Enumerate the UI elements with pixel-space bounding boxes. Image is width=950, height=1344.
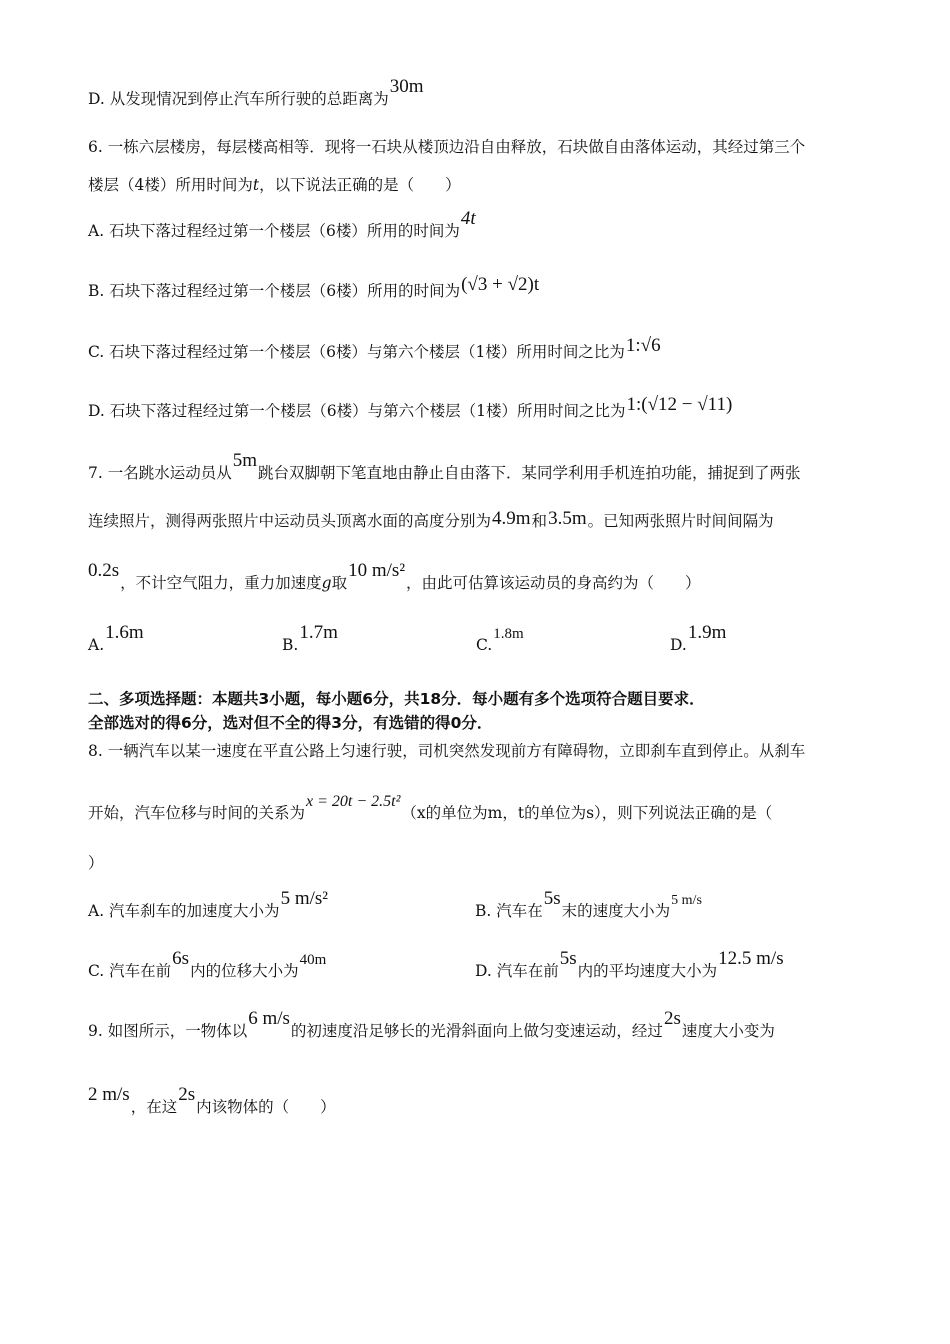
q8-stem-line2	[88, 793, 773, 825]
q7-a-value: 1.6m	[105, 622, 144, 643]
q8-stem-line1: 8. 一辆汽车以某一速度在平直公路上匀速行驶，司机突然发现前方有障碍物，立即刹车直到停止。从刹车	[88, 742, 806, 760]
q7-stem1a: 7. 一名跳水运动员从	[88, 464, 232, 482]
q8-b-value: 5 m/s	[671, 893, 702, 908]
q9-final-velocity: 2 m/s	[88, 1084, 130, 1105]
q9-time2: 2s	[178, 1084, 196, 1105]
q7-stem-line3	[88, 560, 701, 594]
q7-and: 和	[531, 512, 548, 530]
q7-v1: 4.9m	[492, 508, 531, 529]
q8-stem2a: 开始，汽车位移与时间的关系为	[88, 804, 306, 822]
q7-stem3b: ，由此可估算该运动员的身高约为（ ）	[406, 574, 701, 592]
q6-stem2a: 楼层（4楼）所用时间为	[88, 176, 253, 194]
q6-d-text: D. 石块下落过程经过第一个楼层（6楼）与第六个楼层（1楼）所用时间之比为	[88, 402, 626, 420]
q5-option-d	[88, 76, 425, 110]
q6-stem-line1: 6. 一栋六层楼房，每层楼高相等．现将一石块从楼顶边沿自由释放，石块做自由落体运动，其经过第三个	[88, 138, 806, 156]
q6-b-value: (√3 + √2)t	[461, 274, 540, 295]
q8-option-c	[88, 948, 327, 983]
q8-stem2b: （x的单位为m，t的单位为s），则下列说法正确的是（	[401, 804, 773, 822]
q6-c-value: 1:√6	[625, 335, 661, 356]
q6-a-value: 4t	[460, 208, 476, 229]
q7-c-label: C.	[476, 636, 493, 654]
q7-height-5m: 5m	[232, 450, 257, 471]
q7-stem3a: ，不计空气阻力，重力加速度	[120, 574, 322, 592]
q7-v2: 3.5m	[548, 508, 587, 529]
q8-option-a	[88, 888, 329, 922]
q7-option-b	[282, 622, 339, 656]
q8-d-text1: D. 汽车在前	[475, 962, 559, 980]
q6-option-d	[88, 394, 733, 422]
q6-var-t: t	[252, 176, 260, 194]
q8-b-text1: B. 汽车在	[475, 902, 543, 920]
q6-b-text: B. 石块下落过程经过第一个楼层（6楼）所用的时间为	[88, 282, 461, 300]
q5-d-value: 30m	[389, 76, 424, 97]
q9-stem1c: 速度大小变为	[681, 1022, 775, 1040]
q9-time: 2s	[663, 1008, 681, 1029]
q7-take: 取	[331, 574, 348, 592]
q5-d-text: D. 从发现情况到停止汽车所行驶的总距离为	[88, 90, 389, 108]
q7-d-label: D.	[670, 636, 687, 654]
q9-stem2a: ，在这	[130, 1098, 178, 1116]
q8-a-text: A. 汽车刹车的加速度大小为	[88, 902, 280, 920]
q7-g: g	[321, 574, 332, 592]
q7-option-c	[476, 626, 525, 657]
q9-stem1a: 9. 如图所示，一物体以	[88, 1022, 248, 1040]
q6-c-text: C. 石块下落过程经过第一个楼层（6楼）与第六个楼层（1楼）所用时间之比为	[88, 343, 625, 361]
q8-d-time: 5s	[559, 948, 577, 969]
q7-stem2b: 。已知两张照片时间间隔为	[587, 512, 774, 530]
q6-option-c	[88, 335, 662, 363]
q8-c-text1: C. 汽车在前	[88, 962, 172, 980]
q7-d-value: 1.9m	[687, 622, 727, 643]
q9-stem1b: 的初速度沿足够长的光滑斜面向上做匀变速运动，经过	[290, 1022, 663, 1040]
q7-a-label: A.	[88, 636, 105, 654]
q8-d-text2: 内的平均速度大小为	[577, 962, 718, 980]
q7-b-label: B.	[282, 636, 299, 654]
q8-c-time: 6s	[172, 948, 190, 969]
q7-stem2a: 连续照片，测得两张照片中运动员头顶离水面的高度分别为	[88, 512, 492, 530]
q8-d-value: 12.5 m/s	[718, 948, 784, 969]
q8-option-b	[475, 888, 703, 924]
q9-initial-velocity: 6 m/s	[248, 1008, 290, 1029]
q6-d-value: 1:(√12 − √11)	[626, 394, 733, 415]
q9-stem2b: 内该物体的（ ）	[196, 1098, 336, 1116]
q6-stem2b: ，以下说法正确的是（ ）	[259, 176, 461, 194]
q7-stem-line1	[88, 450, 801, 484]
q7-c-value: 1.8m	[493, 626, 524, 642]
q7-option-d	[670, 622, 727, 656]
q7-stem1b: 跳台双脚朝下笔直地由静止自由落下．某同学利用手机连拍功能，捕捉到了两张	[258, 464, 801, 482]
q8-b-time: 5s	[543, 888, 561, 909]
q8-equation: x = 20t − 2.5t²	[306, 793, 401, 810]
q8-stem-line3: ）	[88, 854, 104, 872]
q8-c-value: 40m	[299, 952, 327, 968]
q7-gval: 10 m/s²	[348, 560, 406, 581]
q7-option-a	[88, 622, 145, 656]
q7-stem-line2	[88, 510, 774, 532]
q9-stem-line1	[88, 1008, 775, 1042]
q8-b-text2: 末的速度大小为	[561, 902, 671, 920]
q6-option-b	[88, 274, 540, 302]
q7-interval: 0.2s	[88, 560, 120, 581]
q8-c-text2: 内的位移大小为	[190, 962, 299, 980]
section2-heading-line2: 全部选对的得6分，选对但不全的得3分，有选错的得0分．	[88, 714, 493, 732]
q6-option-a	[88, 208, 477, 242]
q7-b-value: 1.7m	[299, 622, 338, 643]
q6-stem-line2	[88, 174, 461, 196]
q8-option-d	[475, 948, 785, 982]
q8-a-value: 5 m/s²	[280, 888, 328, 909]
q9-stem-line2	[88, 1084, 336, 1118]
q6-a-text: A. 石块下落过程经过第一个楼层（6楼）所用的时间为	[88, 222, 460, 240]
section2-heading-line1: 二、多项选择题：本题共3小题，每小题6分，共18分．每小题有多个选项符合题目要求．	[88, 690, 705, 708]
